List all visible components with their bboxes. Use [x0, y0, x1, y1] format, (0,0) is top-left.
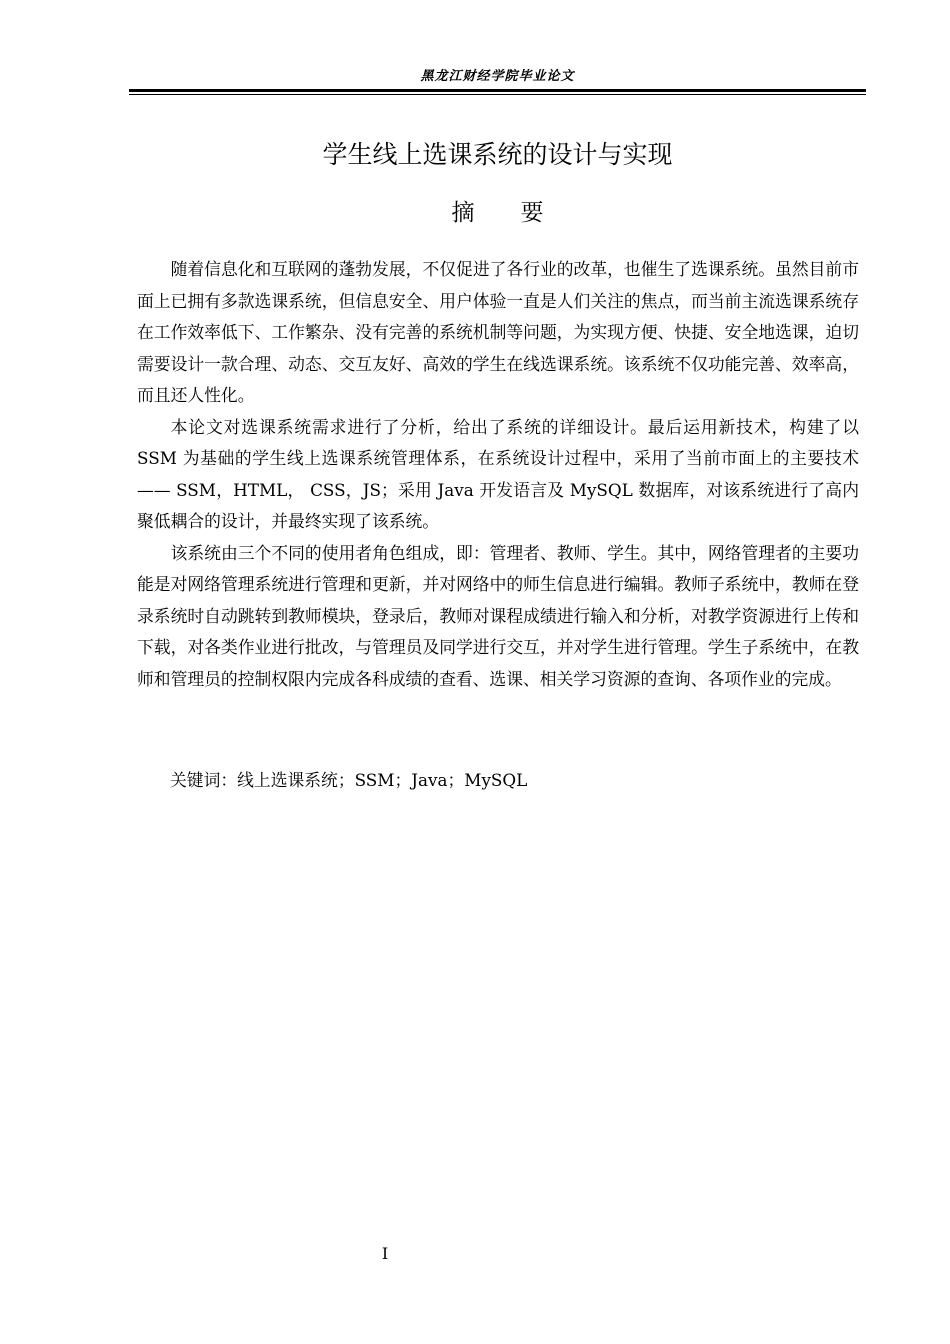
keywords-label: 关键词：	[170, 770, 238, 790]
abstract-paragraph-2: 本论文对选课系统需求进行了分析，给出了系统的详细设计。最后运用新技术，构建了以 SSM 为基础的学生线上选课系统管理体系，在系统设计过程中，采用了当前市面上的主要技术—— SSM，HTML， CSS，JS；采用 Java 开发语言及 MySQL 数据库，对该系统进行了高内聚低耦合的设计，并最终实现了该系统。	[137, 416, 859, 531]
abstract-paragraph-1: 随着信息化和互联网的蓬勃发展，不仅促进了各行业的改革，也催生了选课系统。虽然目前市面上已拥有多款选课系统，但信息安全、用户体验一直是人们关注的焦点，而当前主流选课系统存在工作效率低下、工作繁杂、没有完善的系统机制等问题，为实现方便、快捷、安全地选课，迫切需要设计一款合理、动态、交互友好、高效的学生在线选课系统。该系统不仅功能完善、效率高，而且还人性化。	[137, 259, 859, 405]
header-rule-thin	[129, 94, 866, 95]
page-number: I	[381, 1244, 389, 1263]
running-header: 黑龙江财经学院毕业论文	[420, 69, 575, 84]
keywords-value: 线上选课系统；SSM；Java；MySQL	[237, 770, 528, 790]
header-rule-thick	[129, 89, 866, 92]
abstract-paragraph-3: 该系统由三个不同的使用者角色组成，即：管理者、教师、学生。其中，网络管理者的主要功能是对网络管理系统进行管理和更新，并对网络中的师生信息进行编辑。教师子系统中，教师在登录系统时自动跳转到教师模块，登录后，教师对课程成绩进行输入和分析，对教学资源进行上传和下载，对各类作业进行批改，与管理员及同学进行交互，并对学生进行管理。学生子系统中，在教师和管理员的控制权限内完成各科成绩的查看、选课、相关学习资源的查询、各项作业的完成。	[137, 542, 859, 689]
keywords-line	[170, 765, 860, 795]
thesis-title: 学生线上选课系统的设计与实现	[322, 140, 673, 169]
abstract-body	[137, 254, 859, 695]
abstract-heading: 摘 要	[451, 200, 544, 226]
